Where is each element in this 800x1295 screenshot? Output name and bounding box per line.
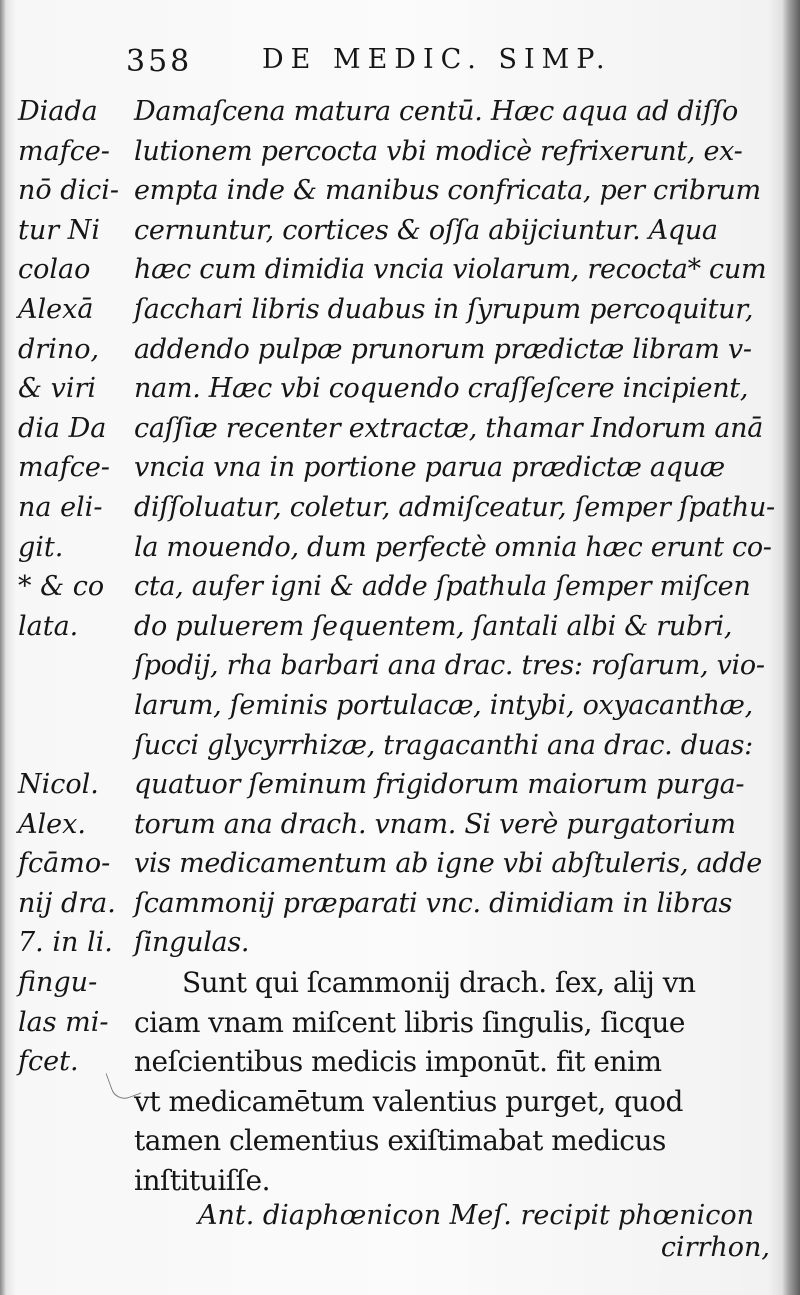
text-line: ſingulas. (134, 927, 250, 959)
margin-note: nō dici- (18, 175, 120, 207)
margin-note: mafce- (18, 452, 110, 484)
text-line: vis medicamentum ab igne vbi abſtuleris, adde (134, 848, 762, 880)
text-line: ſpodij, rha barbari ana drac. tres: roſarum, vio- (134, 650, 765, 682)
margin-note: fingu- (18, 967, 98, 999)
text-line: empta inde & manibus confricata, per cribrum (134, 175, 761, 207)
text-line: torum ana drach. vnam. Si verè purgatorium (134, 808, 736, 840)
page-left-shadow (0, 0, 6, 1295)
margin-note: fcāmo- (18, 848, 111, 880)
text-line: caſſiæ recenter extractæ, thamar Indorum anā (134, 412, 764, 444)
margin-note: git. (18, 531, 64, 563)
margin-note: lata. (18, 610, 79, 642)
text-line: cernuntur, cortices & oſſa abijciuntur. Aqua (134, 214, 718, 246)
catchword: cirrhon, (660, 1232, 770, 1263)
margin-note: colao (18, 254, 91, 286)
main-text-block (134, 92, 775, 1201)
marginal-notes (18, 92, 130, 1082)
text-line: ſcammonij præparati vnc. dimidiam in libras (134, 887, 733, 919)
margin-note: tur Ni (18, 214, 100, 246)
footer-left-text: Ant. diaphœnicon Meſ. recipit (198, 1200, 610, 1231)
text-line: lutionem percocta vbi modicè refrixerunt, ex- (134, 135, 743, 167)
text-line: hæc cum dimidia vncia violarum, recocta* cum (134, 254, 767, 286)
margin-note: nij dra. (18, 887, 116, 919)
roman-text-line: vt medicamētum valentius purget, quod (134, 1084, 683, 1118)
text-line: vncia vna in portione parua prædictæ aquæ (134, 452, 725, 484)
margin-note: Alexā (18, 293, 94, 325)
text-line: Damaſcena matura centū. Hæc aqua ad diſſo (134, 96, 738, 127)
margin-note (18, 726, 130, 766)
text-line: quatuor ſeminum frigidorum maiorum purga- (134, 769, 745, 801)
roman-text-line: ciam vnam miſcent libris ſingulis, ſicque (134, 1005, 685, 1039)
margin-note: dia Da (18, 412, 107, 444)
text-line: cta, aufer igni & adde ſpathula ſemper miſcen (134, 571, 751, 603)
page-header (126, 44, 646, 86)
margin-note: fcet. (18, 1046, 79, 1078)
margin-note (18, 686, 130, 726)
margin-note: Alex. (18, 808, 86, 840)
margin-note: & viri (18, 373, 97, 405)
margin-note: 7. in li. (18, 927, 113, 959)
text-line: diſſoluatur, coletur, admiſceatur, ſemper ſpathu- (134, 491, 775, 523)
margin-note: * & co (18, 571, 105, 603)
running-title: DE MEDIC. SIMP. (262, 44, 612, 75)
text-line: addendo pulpæ prunorum prædictæ libram v- (134, 333, 752, 365)
page-right-shadow (782, 0, 800, 1295)
text-line: larum, ſeminis portulacæ, intybi, oxyacanthæ, (134, 689, 753, 721)
margin-note: Nicol. (18, 769, 99, 801)
roman-text-line: inſtituiſſe. (134, 1164, 270, 1198)
roman-text-line: neſcientibus medicis imponūt. fit enim (134, 1045, 662, 1079)
margin-note (18, 646, 130, 686)
footer-right-text: phœnicon (617, 1200, 754, 1231)
text-line: do puluerem ſequentem, ſantali albi & rubri, (134, 610, 733, 642)
margin-note: mafce- (18, 135, 110, 167)
roman-text-line: tamen clementius exiſtimabat medicus (134, 1124, 666, 1158)
text-line: ſucci glycyrrhizæ, tragacanthi ana drac. duas: (134, 729, 753, 761)
margin-note: drino, (18, 333, 100, 365)
margin-note: na eli- (18, 491, 103, 523)
margin-note: Diada (18, 96, 98, 127)
footer-line (134, 1196, 754, 1236)
margin-note: las mi- (18, 1006, 109, 1038)
roman-text-line: Sunt qui ſcammonij drach. ſex, alij vn (182, 966, 696, 1000)
text-line: nam. Hæc vbi coquendo craſſeſcere incipient, (134, 373, 749, 405)
text-line: la mouendo, dum perfectè omnia hæc erunt co- (134, 531, 772, 563)
text-line: ſacchari libris duabus in ſyrupum percoquitur, (134, 293, 754, 325)
page-number: 358 (126, 44, 193, 79)
